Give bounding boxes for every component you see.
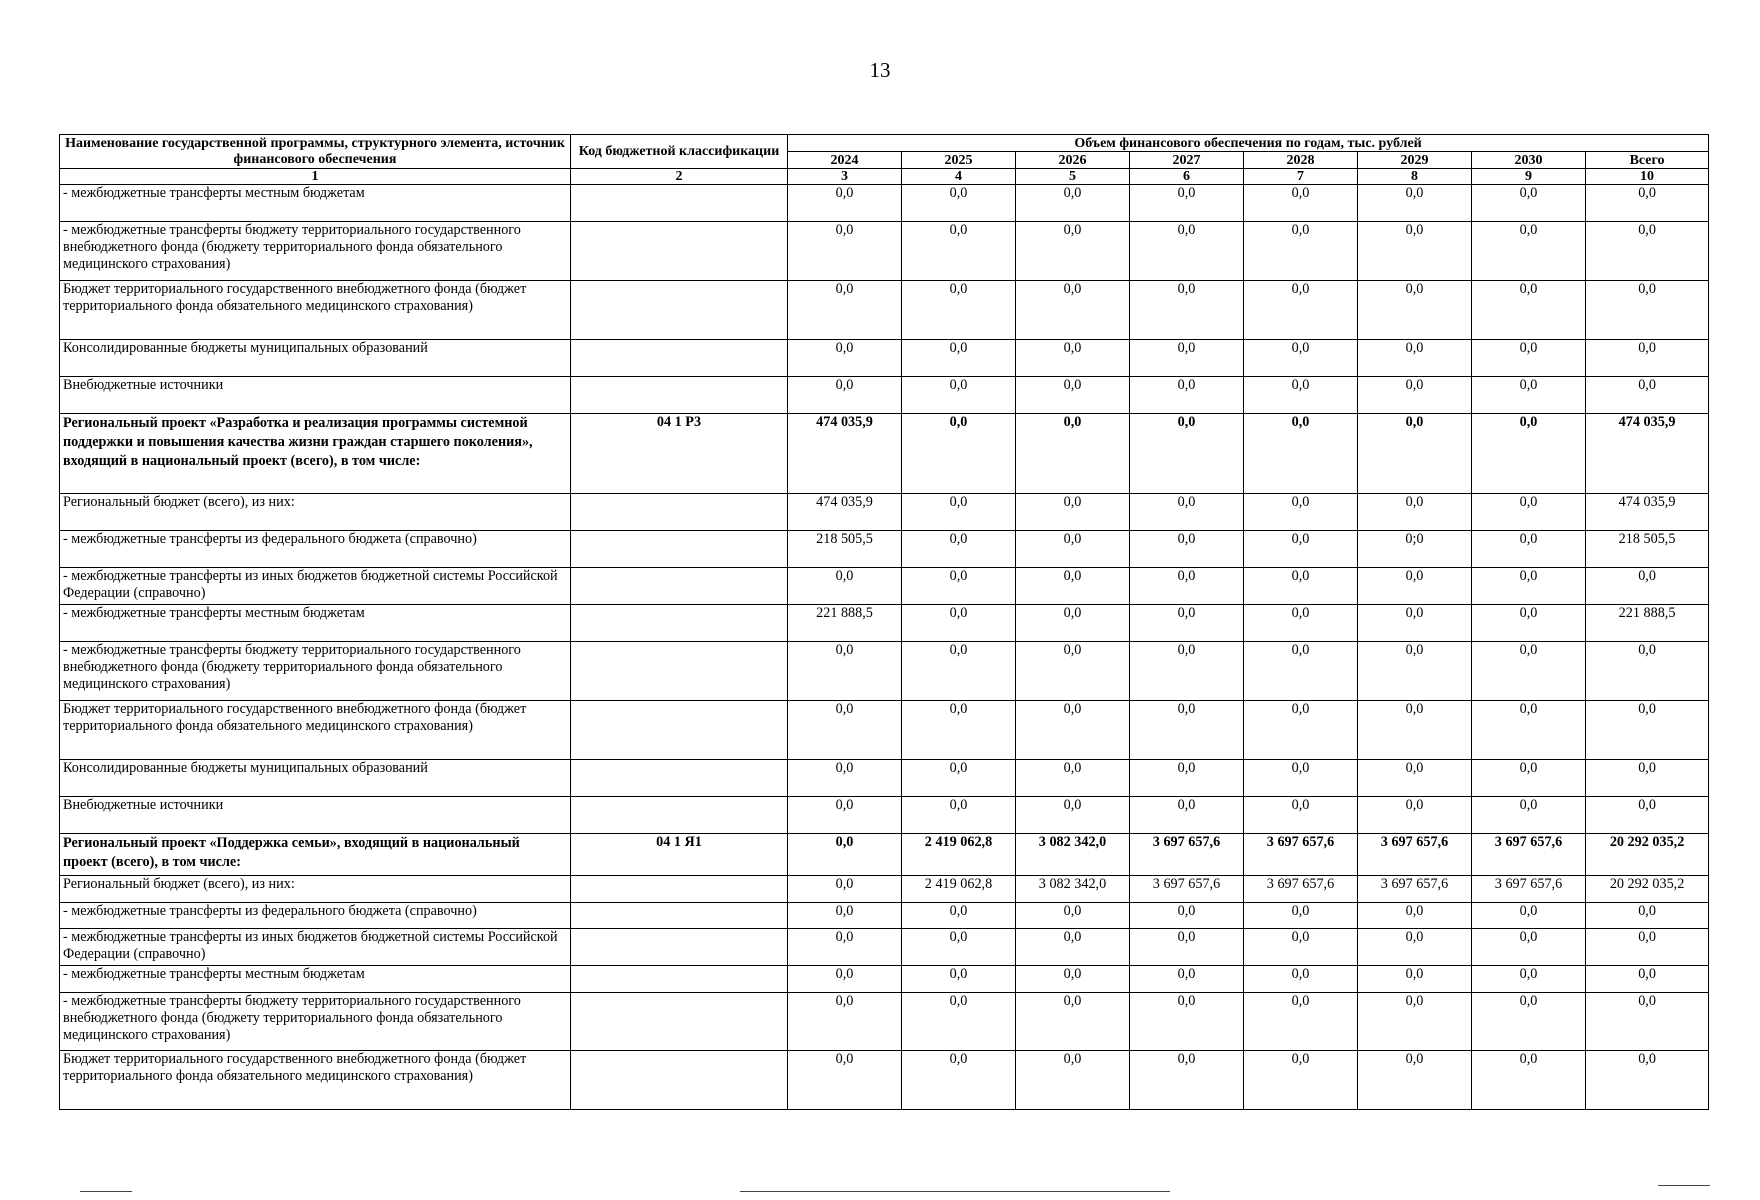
row-value: 0,0	[1358, 568, 1472, 605]
row-value: 0,0	[788, 377, 902, 414]
row-value: 0,0	[1130, 701, 1244, 760]
row-name: - межбюджетные трансферты из иных бюджетов бюджетной системы Российской Федерации (справочно)	[60, 929, 571, 966]
row-value: 0,0	[1358, 222, 1472, 281]
table-row	[60, 605, 1709, 642]
row-name: Консолидированные бюджеты муниципальных образований	[60, 340, 571, 377]
footer-rule	[740, 1191, 1170, 1192]
page-number: 13	[869, 58, 891, 82]
row-total: 20 292 035,2	[1586, 834, 1709, 876]
row-name: - межбюджетные трансферты из федерального бюджета (справочно)	[60, 531, 571, 568]
row-total: 0,0	[1586, 340, 1709, 377]
header-volume: Объем финансового обеспечения по годам, тыс. рублей	[788, 135, 1709, 152]
row-value: 0,0	[902, 760, 1016, 797]
row-value: 0,0	[1130, 993, 1244, 1051]
row-value: 0,0	[1130, 760, 1244, 797]
row-value: 0,0	[1016, 494, 1130, 531]
row-value: 0,0	[1472, 993, 1586, 1051]
header-year: 2029	[1358, 152, 1472, 169]
row-code	[571, 377, 788, 414]
row-value: 0,0	[1244, 414, 1358, 494]
row-value: 3 697 657,6	[1472, 876, 1586, 903]
row-value: 0,0	[1244, 760, 1358, 797]
row-value: 3 697 657,6	[1130, 834, 1244, 876]
row-value: 0,0	[902, 903, 1016, 929]
row-value: 0,0	[1016, 642, 1130, 701]
row-value: 0,0	[902, 929, 1016, 966]
row-value: 0,0	[1016, 414, 1130, 494]
row-total: 0,0	[1586, 281, 1709, 340]
row-code	[571, 760, 788, 797]
column-number: 4	[902, 169, 1016, 185]
column-number: 3	[788, 169, 902, 185]
row-value: 0,0	[1472, 531, 1586, 568]
row-name: - межбюджетные трансферты из иных бюджетов бюджетной системы Российской Федерации (справочно)	[60, 568, 571, 605]
column-number: 5	[1016, 169, 1130, 185]
row-value: 0,0	[1358, 281, 1472, 340]
row-value: 0,0	[902, 966, 1016, 993]
row-total: 218 505,5	[1586, 531, 1709, 568]
header-year: 2024	[788, 152, 902, 169]
budget-table	[59, 134, 1709, 1110]
row-value: 0,0	[1130, 797, 1244, 834]
row-value: 0,0	[1130, 222, 1244, 281]
table-row	[60, 760, 1709, 797]
row-value: 0,0	[1130, 281, 1244, 340]
row-name: Бюджет территориального государственного внебюджетного фонда (бюджет территориального фонда обязательного медицинского страхования)	[60, 1051, 571, 1110]
row-value: 0,0	[1472, 185, 1586, 222]
table-row	[60, 876, 1709, 903]
row-value: 218 505,5	[788, 531, 902, 568]
row-total: 0,0	[1586, 966, 1709, 993]
row-value: 0,0	[1244, 377, 1358, 414]
row-value: 0,0	[1472, 605, 1586, 642]
row-name: - межбюджетные трансферты местным бюджетам	[60, 966, 571, 993]
row-value: 0,0	[788, 568, 902, 605]
row-value: 0,0	[1358, 797, 1472, 834]
row-value: 0,0	[1130, 929, 1244, 966]
table-row	[60, 642, 1709, 701]
row-value: 0,0	[902, 568, 1016, 605]
row-value: 0,0	[788, 701, 902, 760]
row-value: 0,0	[788, 642, 902, 701]
row-value: 0,0	[902, 1051, 1016, 1110]
row-value: 0,0	[1130, 185, 1244, 222]
row-value: 3 697 657,6	[1130, 876, 1244, 903]
row-value: 0,0	[1016, 760, 1130, 797]
table-row	[60, 929, 1709, 966]
row-value: 0,0	[1016, 222, 1130, 281]
header-year: 2026	[1016, 152, 1130, 169]
row-code	[571, 993, 788, 1051]
table-row	[60, 340, 1709, 377]
row-code	[571, 222, 788, 281]
row-value: 0,0	[1358, 903, 1472, 929]
row-value: 0,0	[1016, 701, 1130, 760]
column-number: 1	[60, 169, 571, 185]
row-total: 0,0	[1586, 222, 1709, 281]
footer-rule	[80, 1191, 132, 1192]
row-value: 2 419 062,8	[902, 876, 1016, 903]
row-value: 0,0	[902, 605, 1016, 642]
row-value: 3 697 657,6	[1244, 834, 1358, 876]
row-value: 0,0	[1244, 966, 1358, 993]
row-value: 0,0	[1472, 760, 1586, 797]
table-row	[60, 834, 1709, 876]
row-value: 0,0	[1016, 966, 1130, 993]
row-total: 0,0	[1586, 701, 1709, 760]
row-value: 0,0	[1130, 340, 1244, 377]
row-value: 0,0	[1016, 993, 1130, 1051]
row-value: 0,0	[1472, 929, 1586, 966]
table-row	[60, 414, 1709, 494]
row-value: 0,0	[902, 222, 1016, 281]
row-value: 0,0	[788, 876, 902, 903]
row-value: 0,0	[1472, 494, 1586, 531]
table-row	[60, 966, 1709, 993]
row-total: 221 888,5	[1586, 605, 1709, 642]
row-value: 474 035,9	[788, 414, 902, 494]
row-value: 0,0	[1016, 1051, 1130, 1110]
row-name: - межбюджетные трансферты из федерального бюджета (справочно)	[60, 903, 571, 929]
row-total: 474 035,9	[1586, 494, 1709, 531]
row-total: 0,0	[1586, 568, 1709, 605]
row-name: Бюджет территориального государственного внебюджетного фонда (бюджет территориального фонда обязательного медицинского страхования)	[60, 701, 571, 760]
row-value: 0,0	[902, 377, 1016, 414]
row-value: 0,0	[1130, 377, 1244, 414]
table-row	[60, 701, 1709, 760]
row-code: 04 1 Р3	[571, 414, 788, 494]
row-value: 3 082 342,0	[1016, 876, 1130, 903]
row-code	[571, 929, 788, 966]
table-row	[60, 1051, 1709, 1110]
row-value: 0,0	[788, 966, 902, 993]
row-value: 0;0	[1358, 531, 1472, 568]
row-value: 0,0	[1016, 797, 1130, 834]
row-value: 0,0	[1016, 929, 1130, 966]
row-value: 0,0	[902, 281, 1016, 340]
row-value: 0,0	[1244, 903, 1358, 929]
row-value: 474 035,9	[788, 494, 902, 531]
row-value: 3 697 657,6	[1472, 834, 1586, 876]
row-code	[571, 1051, 788, 1110]
row-total: 0,0	[1586, 1051, 1709, 1110]
header-name: Наименование государственной программы, структурного элемента, источник финансового обеспечения	[60, 135, 571, 169]
table-row	[60, 568, 1709, 605]
row-value: 0,0	[1472, 340, 1586, 377]
row-value: 0,0	[1244, 929, 1358, 966]
header-year: 2025	[902, 152, 1016, 169]
row-name: - межбюджетные трансферты местным бюджетам	[60, 185, 571, 222]
row-value: 0,0	[788, 929, 902, 966]
table-row	[60, 377, 1709, 414]
row-value: 0,0	[1244, 568, 1358, 605]
row-value: 0,0	[1130, 568, 1244, 605]
table-row	[60, 531, 1709, 568]
table-row	[60, 993, 1709, 1051]
row-value: 0,0	[902, 414, 1016, 494]
row-value: 0,0	[788, 185, 902, 222]
footer-rule	[1658, 1185, 1710, 1186]
row-value: 0,0	[1130, 531, 1244, 568]
row-value: 0,0	[1130, 642, 1244, 701]
row-value: 0,0	[1130, 414, 1244, 494]
row-name: - межбюджетные трансферты местным бюджетам	[60, 605, 571, 642]
table-header	[60, 135, 1709, 185]
row-total: 0,0	[1586, 797, 1709, 834]
row-value: 0,0	[1472, 414, 1586, 494]
row-value: 0,0	[1016, 281, 1130, 340]
row-value: 0,0	[1244, 797, 1358, 834]
row-value: 0,0	[1358, 760, 1472, 797]
row-value: 0,0	[902, 494, 1016, 531]
row-value: 0,0	[1016, 903, 1130, 929]
header-year: 2030	[1472, 152, 1586, 169]
header-year: 2028	[1244, 152, 1358, 169]
column-numbers-row	[60, 169, 1709, 185]
row-total: 20 292 035,2	[1586, 876, 1709, 903]
row-value: 0,0	[1358, 340, 1472, 377]
row-value: 0,0	[1016, 185, 1130, 222]
row-total: 474 035,9	[1586, 414, 1709, 494]
row-value: 0,0	[1016, 568, 1130, 605]
row-total: 0,0	[1586, 903, 1709, 929]
row-value: 0,0	[1472, 222, 1586, 281]
row-value: 0,0	[788, 760, 902, 797]
column-number: 9	[1472, 169, 1586, 185]
row-value: 0,0	[788, 834, 902, 876]
row-value: 0,0	[1244, 993, 1358, 1051]
table-row	[60, 281, 1709, 340]
row-value: 0,0	[788, 993, 902, 1051]
row-value: 3 697 657,6	[1358, 876, 1472, 903]
row-value: 0,0	[1358, 993, 1472, 1051]
table-body	[60, 185, 1709, 1110]
row-total: 0,0	[1586, 993, 1709, 1051]
row-code	[571, 605, 788, 642]
row-value: 0,0	[1358, 494, 1472, 531]
row-name: Региональный бюджет (всего), из них:	[60, 876, 571, 903]
row-value: 0,0	[1244, 340, 1358, 377]
row-value: 0,0	[1130, 494, 1244, 531]
row-code	[571, 966, 788, 993]
row-total: 0,0	[1586, 760, 1709, 797]
row-value: 0,0	[1472, 568, 1586, 605]
row-value: 2 419 062,8	[902, 834, 1016, 876]
row-value: 0,0	[1472, 701, 1586, 760]
row-code	[571, 568, 788, 605]
column-number: 6	[1130, 169, 1244, 185]
row-value: 0,0	[1130, 1051, 1244, 1110]
table-row	[60, 903, 1709, 929]
table-row	[60, 222, 1709, 281]
row-value: 0,0	[902, 185, 1016, 222]
row-value: 0,0	[1472, 797, 1586, 834]
row-value: 221 888,5	[788, 605, 902, 642]
row-value: 0,0	[1358, 929, 1472, 966]
row-value: 0,0	[1130, 605, 1244, 642]
row-name: Бюджет территориального государственного внебюджетного фонда (бюджет территориального фонда обязательного медицинского страхования)	[60, 281, 571, 340]
row-total: 0,0	[1586, 642, 1709, 701]
row-code: 04 1 Я1	[571, 834, 788, 876]
row-code	[571, 797, 788, 834]
row-value: 3 082 342,0	[1016, 834, 1130, 876]
row-name: - межбюджетные трансферты бюджету территориального государственного внебюджетного фонда (бюджету территориального фонда обязательного медицинского страхования)	[60, 642, 571, 701]
row-name: Региональный проект «Разработка и реализация программы системной поддержки и повышения качества жизни граждан старшего поколения», входящий в национальный проект (всего), в том числе:	[60, 414, 571, 494]
row-code	[571, 185, 788, 222]
row-code	[571, 903, 788, 929]
row-value: 0,0	[1358, 966, 1472, 993]
row-value: 0,0	[1016, 531, 1130, 568]
row-name: Внебюджетные источники	[60, 797, 571, 834]
row-value: 0,0	[1244, 701, 1358, 760]
row-value: 0,0	[1472, 1051, 1586, 1110]
header-code: Код бюджетной классификации	[571, 135, 788, 169]
row-value: 3 697 657,6	[1244, 876, 1358, 903]
table-row	[60, 494, 1709, 531]
row-value: 0,0	[1130, 903, 1244, 929]
row-name: Региональный проект «Поддержка семьи», входящий в национальный проект (всего), в том числе:	[60, 834, 571, 876]
row-value: 0,0	[1016, 605, 1130, 642]
header-year: 2027	[1130, 152, 1244, 169]
row-code	[571, 494, 788, 531]
column-number: 10	[1586, 169, 1709, 185]
row-value: 0,0	[1244, 185, 1358, 222]
row-value: 0,0	[1016, 340, 1130, 377]
row-value: 0,0	[1358, 414, 1472, 494]
row-value: 0,0	[1472, 903, 1586, 929]
table-row	[60, 797, 1709, 834]
row-value: 0,0	[1244, 1051, 1358, 1110]
row-value: 0,0	[1358, 185, 1472, 222]
row-name: Региональный бюджет (всего), из них:	[60, 494, 571, 531]
row-value: 0,0	[788, 281, 902, 340]
row-code	[571, 876, 788, 903]
row-value: 3 697 657,6	[1358, 834, 1472, 876]
row-name: Консолидированные бюджеты муниципальных образований	[60, 760, 571, 797]
row-total: 0,0	[1586, 185, 1709, 222]
column-number: 2	[571, 169, 788, 185]
row-value: 0,0	[1358, 605, 1472, 642]
row-value: 0,0	[902, 340, 1016, 377]
row-value: 0,0	[788, 222, 902, 281]
row-value: 0,0	[1358, 642, 1472, 701]
row-value: 0,0	[1244, 281, 1358, 340]
row-value: 0,0	[1130, 966, 1244, 993]
row-value: 0,0	[902, 531, 1016, 568]
row-value: 0,0	[1016, 377, 1130, 414]
row-name: - межбюджетные трансферты бюджету территориального государственного внебюджетного фонда (бюджету территориального фонда обязательного медицинского страхования)	[60, 222, 571, 281]
row-value: 0,0	[902, 993, 1016, 1051]
row-value: 0,0	[902, 642, 1016, 701]
row-value: 0,0	[788, 903, 902, 929]
row-total: 0,0	[1586, 377, 1709, 414]
row-code	[571, 531, 788, 568]
row-value: 0,0	[902, 701, 1016, 760]
row-value: 0,0	[1472, 281, 1586, 340]
row-value: 0,0	[1244, 605, 1358, 642]
row-value: 0,0	[1472, 966, 1586, 993]
row-code	[571, 340, 788, 377]
row-value: 0,0	[788, 1051, 902, 1110]
row-value: 0,0	[1472, 642, 1586, 701]
row-value: 0,0	[1244, 494, 1358, 531]
row-value: 0,0	[1358, 1051, 1472, 1110]
column-number: 7	[1244, 169, 1358, 185]
row-code	[571, 701, 788, 760]
table-row	[60, 185, 1709, 222]
row-value: 0,0	[1472, 377, 1586, 414]
row-value: 0,0	[1244, 531, 1358, 568]
row-name: Внебюджетные источники	[60, 377, 571, 414]
row-name: - межбюджетные трансферты бюджету территориального государственного внебюджетного фонда (бюджету территориального фонда обязательного медицинского страхования)	[60, 993, 571, 1051]
row-value: 0,0	[788, 340, 902, 377]
column-number: 8	[1358, 169, 1472, 185]
row-total: 0,0	[1586, 929, 1709, 966]
header-total: Всего	[1586, 152, 1709, 169]
row-value: 0,0	[1244, 222, 1358, 281]
row-code	[571, 642, 788, 701]
row-value: 0,0	[902, 797, 1016, 834]
row-value: 0,0	[1358, 701, 1472, 760]
row-code	[571, 281, 788, 340]
row-value: 0,0	[788, 797, 902, 834]
row-value: 0,0	[1358, 377, 1472, 414]
row-value: 0,0	[1244, 642, 1358, 701]
